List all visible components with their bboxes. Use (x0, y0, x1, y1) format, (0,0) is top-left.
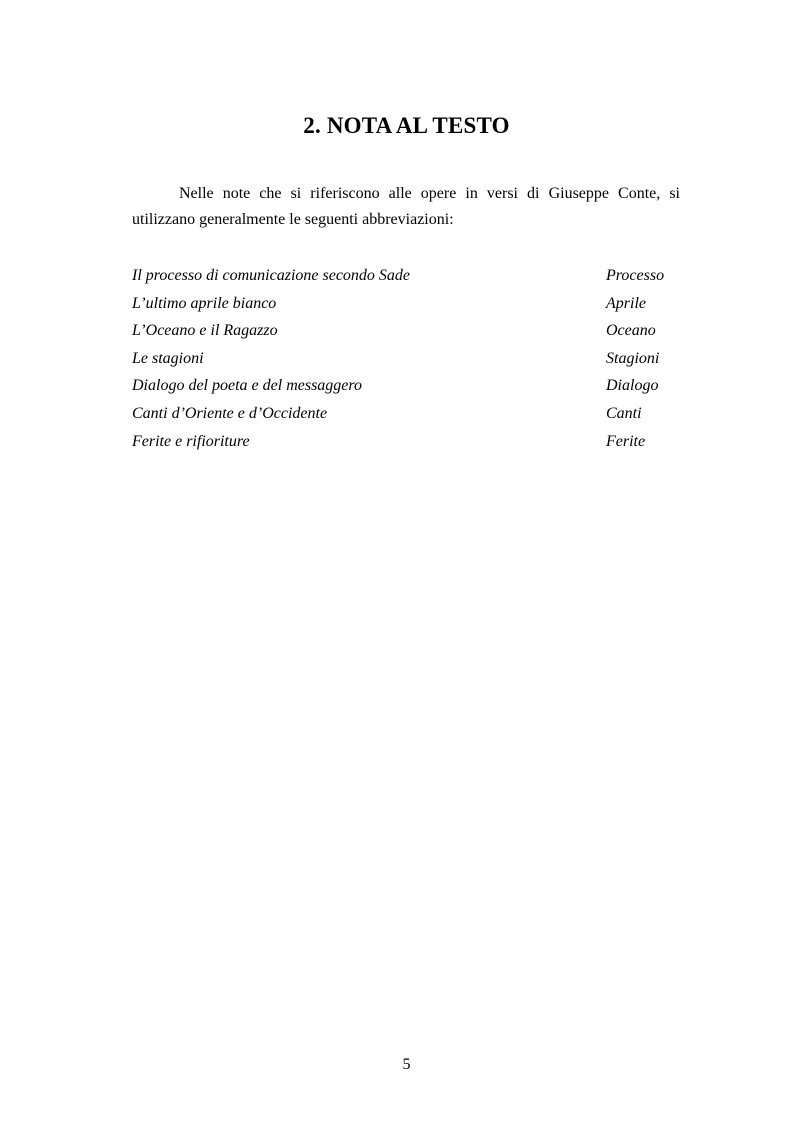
work-title: L’ultimo aprile bianco (132, 294, 277, 312)
abbreviation-row (132, 400, 680, 428)
abbreviation-row (132, 317, 680, 345)
page-title: 2. NOTA AL TESTO (303, 113, 510, 138)
work-title: Il processo di comunicazione secondo Sade (132, 267, 411, 284)
work-abbreviation: Stagioni (606, 349, 660, 367)
work-abbreviation: Aprile (606, 294, 646, 312)
page-number: 5 (402, 1056, 411, 1073)
work-title: Dialogo del poeta e del messaggero (132, 377, 363, 395)
work-title: Ferite e rifioriture (132, 432, 250, 450)
intro-paragraph: Nelle note che si riferiscono alle opere in versi di Giuseppe Conte, si utilizzano generalmente le seguenti abbreviazioni: (132, 185, 680, 228)
work-title: Canti d’Oriente e d’Occidente (132, 404, 328, 422)
abbreviation-row (132, 290, 680, 318)
abbreviation-row (132, 428, 680, 456)
abbreviation-list (132, 262, 680, 455)
work-abbreviation: Dialogo (606, 377, 659, 395)
abbreviation-row (132, 345, 680, 373)
abbreviation-row (132, 372, 680, 400)
work-abbreviation: Ferite (606, 432, 646, 450)
abbreviation-row (132, 262, 680, 290)
work-abbreviation: Processo (606, 267, 665, 284)
work-title: Le stagioni (132, 349, 204, 367)
work-title: L’Oceano e il Ragazzo (132, 322, 278, 340)
work-abbreviation: Oceano (606, 322, 656, 340)
work-abbreviation: Canti (606, 404, 642, 422)
